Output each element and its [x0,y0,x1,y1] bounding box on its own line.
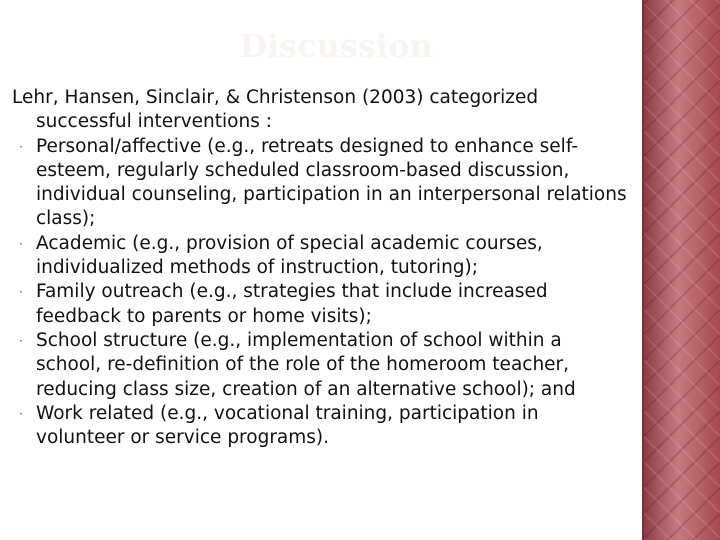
list-item-text: Academic (e.g., provision of special academic courses, individualized methods of instruction, tutoring); [36,232,543,279]
bullet-icon: · [19,406,23,421]
bullet-icon: · [19,285,23,300]
list-item-text: Family outreach (e.g., strategies that include increased feedback to parents or home visits); [36,281,548,327]
list-item [12,329,630,402]
slide-title: Discussion [239,27,433,65]
intro-paragraph: Lehr, Hansen, Sinclair, & Christenson (2003) categorized successful interventions : [12,87,539,133]
bullet-icon: · [19,333,23,348]
intervention-list [12,135,630,451]
decorative-sidebar [642,0,720,540]
slide-body [12,86,630,450]
list-item-text: Personal/affective (e.g., retreats designed to enhance self-esteem, regularly scheduled classroom-based discussion, individual counseling, participation in an interpersonal relations class); [36,135,627,230]
list-item [12,402,630,451]
bullet-icon: · [19,236,23,251]
list-item [12,232,630,281]
list-item [12,280,630,329]
list-item [12,135,630,232]
list-item-text: Work related (e.g., vocational training, participation in volunteer or service programs). [36,402,539,449]
bullet-icon: · [19,139,23,154]
list-item-text: School structure (e.g., implementation of school within a school, re-definition of the role of the homeroom teacher, reducing class size, creation of an alternative school); and [36,329,576,400]
